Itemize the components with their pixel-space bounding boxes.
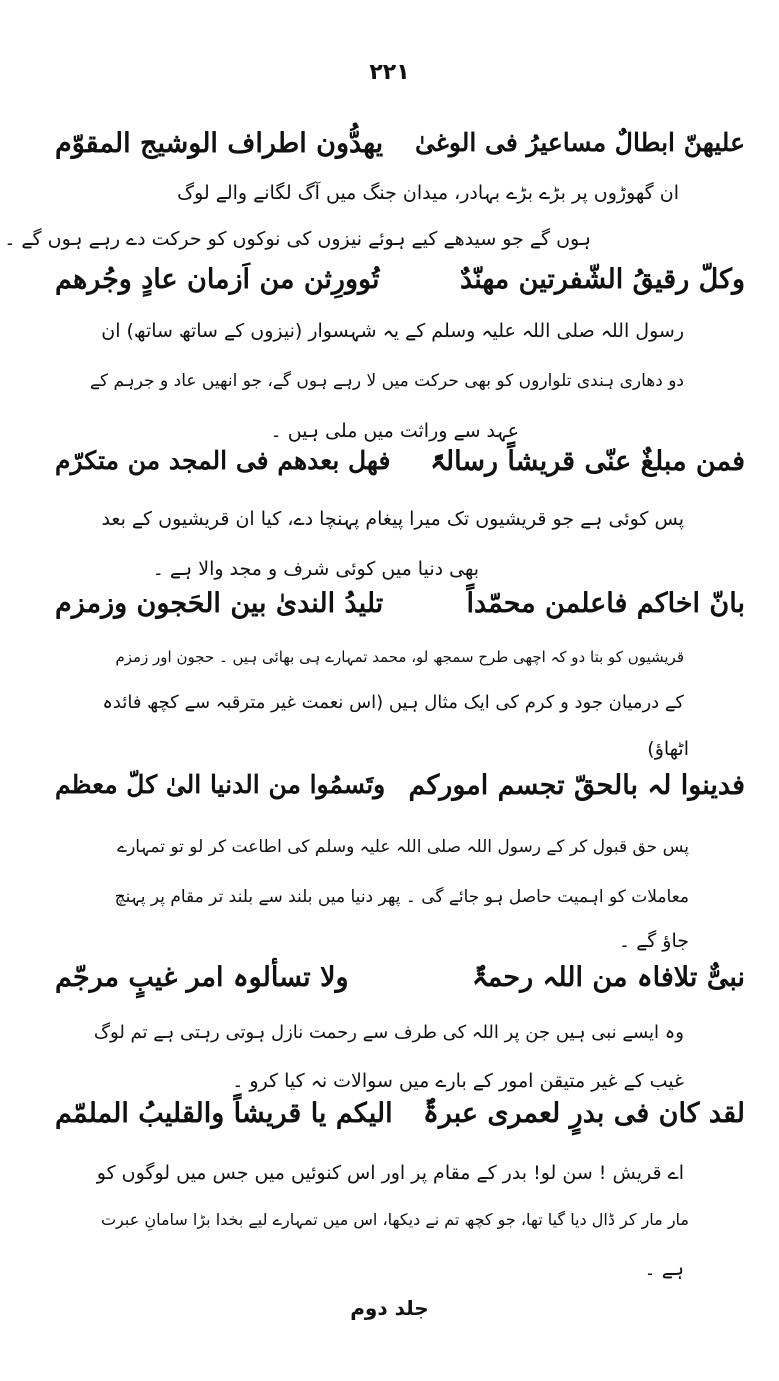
urdu-translation-line: اے قریش ! سن لو! بدر کے مقام پر اور اس کنوئیں میں جس میں لوگوں کو	[96, 1162, 684, 1184]
volume-footer: جلد دوم	[350, 1296, 429, 1320]
arabic-couplet	[55, 588, 745, 632]
couplet-second-hemistich: تُوورِثن من اَزمان عادٍ وجُرھم	[55, 264, 380, 295]
urdu-translation-line: کے درمیان جود و کرم کی ایک مثال ہیں (اس نعمت غیر مترقبہ سے کچھ فائدہ	[102, 692, 684, 713]
urdu-translation-line: ہوں گے جو سیدھے کیے ہوئے نیزوں کی نوکوں کو حرکت دے رہے ہوں گے ۔	[4, 228, 591, 250]
couplet-first-hemistich: نبیٌّ تلافاہ من اللہ رحمۃٌ	[471, 962, 745, 993]
urdu-translation-line: پس حق قبول کر کے رسول اللہ صلی اللہ علیہ وسلم کی اطاعت کر لو تو تمہارے	[117, 837, 689, 857]
couplet-first-hemistich: لقد کان فی بدرٍ لعمری عبرۃٌ	[423, 1098, 745, 1129]
page-number: ۲۲۱	[369, 60, 410, 85]
arabic-couplet	[55, 770, 745, 814]
urdu-translation-line: پس کوئی ہے جو قریشیوں تک میرا پیغام پہنچا دے، کیا ان قریشیوں کے بعد	[101, 508, 684, 530]
couplet-first-hemistich: فمن مبلغٌ عنّی قریشاً رسالۃً	[430, 446, 745, 477]
urdu-translation-line: جاؤ گے ۔	[618, 930, 689, 952]
urdu-translation-line: وہ ایسے نبی ہیں جن پر اللہ کی طرف سے رحمت نازل ہوتی رہتی ہے تم لوگ	[93, 1022, 684, 1043]
urdu-translation-line: معاملات کو اہمیت حاصل ہو جائے گی ۔ پھر دنیا میں بلند سے بلند تر مقام پر پہنچ	[114, 887, 689, 907]
urdu-translation-line: قریشیوں کو بتا دو کہ اچھی طرح سمجھ لو، محمد تمہارے ہی بھائی ہیں ۔ حجون اور زمزم	[115, 648, 684, 666]
arabic-couplet	[55, 962, 745, 1006]
urdu-translation-line: عہد سے وراثت میں ملی ہیں ۔	[270, 420, 519, 442]
couplet-second-hemistich: فھل بعدھم فی المجد من متکرّم	[55, 446, 391, 475]
couplet-second-hemistich: تلیدُ الندیٰ بین الحَجون وزمزم	[55, 588, 384, 619]
urdu-translation-line: بھی دنیا میں کوئی شرف و مجد والا ہے ۔	[152, 558, 479, 580]
couplet-second-hemistich: ولا تسألوہ امر غیبٍ مرجّم	[55, 962, 349, 993]
urdu-translation-line: غیب کے غیر متیقن امور کے بارے میں سوالات نہ کیا کرو ۔	[232, 1070, 684, 1092]
arabic-couplet	[55, 128, 745, 172]
couplet-second-hemistich: یھدُّون اطراف الوشیج المقوّم	[55, 128, 384, 159]
couplet-first-hemistich: فدینوا لہ بالحقّ تجسم امورکم	[408, 770, 745, 801]
arabic-couplet	[55, 1098, 745, 1142]
couplet-first-hemistich: وکلّ رقیقُ الشّفرتین مھنّدٌ	[460, 264, 745, 295]
urdu-translation-line: مار مار کر ڈال دیا گیا تھا، جو کچھ تم نے دیکھا، اس میں تمہارے لیے بخدا بڑا سامانِ عبرت	[100, 1210, 689, 1229]
couplet-second-hemistich: الیکم یا قریشاً والقلیبُ الملمّم	[55, 1098, 393, 1129]
couplet-second-hemistich: وتَسمُوا من الدنیا الیٰ کلّ معظم	[55, 770, 386, 799]
urdu-translation-line: اٹھاؤ)	[647, 738, 689, 760]
couplet-first-hemistich: علیھنّ ابطالٌ مساعیرُ فی الوغیٰ	[414, 128, 745, 157]
arabic-couplet	[55, 264, 745, 308]
couplet-first-hemistich: بانّ اخاکم فاعلمن محمّداً	[466, 588, 745, 619]
arabic-couplet	[55, 446, 745, 490]
urdu-translation-line: دو دھاری ہندی تلواروں کو بھی حرکت میں لا رہے ہوں گے، جو انھیں عاد و جرہم کے	[90, 371, 684, 391]
urdu-translation-line: رسول اللہ صلی اللہ علیہ وسلم کے یہ شہسوار (نیزوں کے ساتھ ساتھ) ان	[101, 320, 684, 342]
urdu-translation-line: ان گھوڑوں پر بڑے بڑے بہادر، میدان جنگ میں آگ لگانے والے لوگ	[177, 182, 679, 204]
urdu-translation-line: ہے ۔	[644, 1258, 684, 1280]
